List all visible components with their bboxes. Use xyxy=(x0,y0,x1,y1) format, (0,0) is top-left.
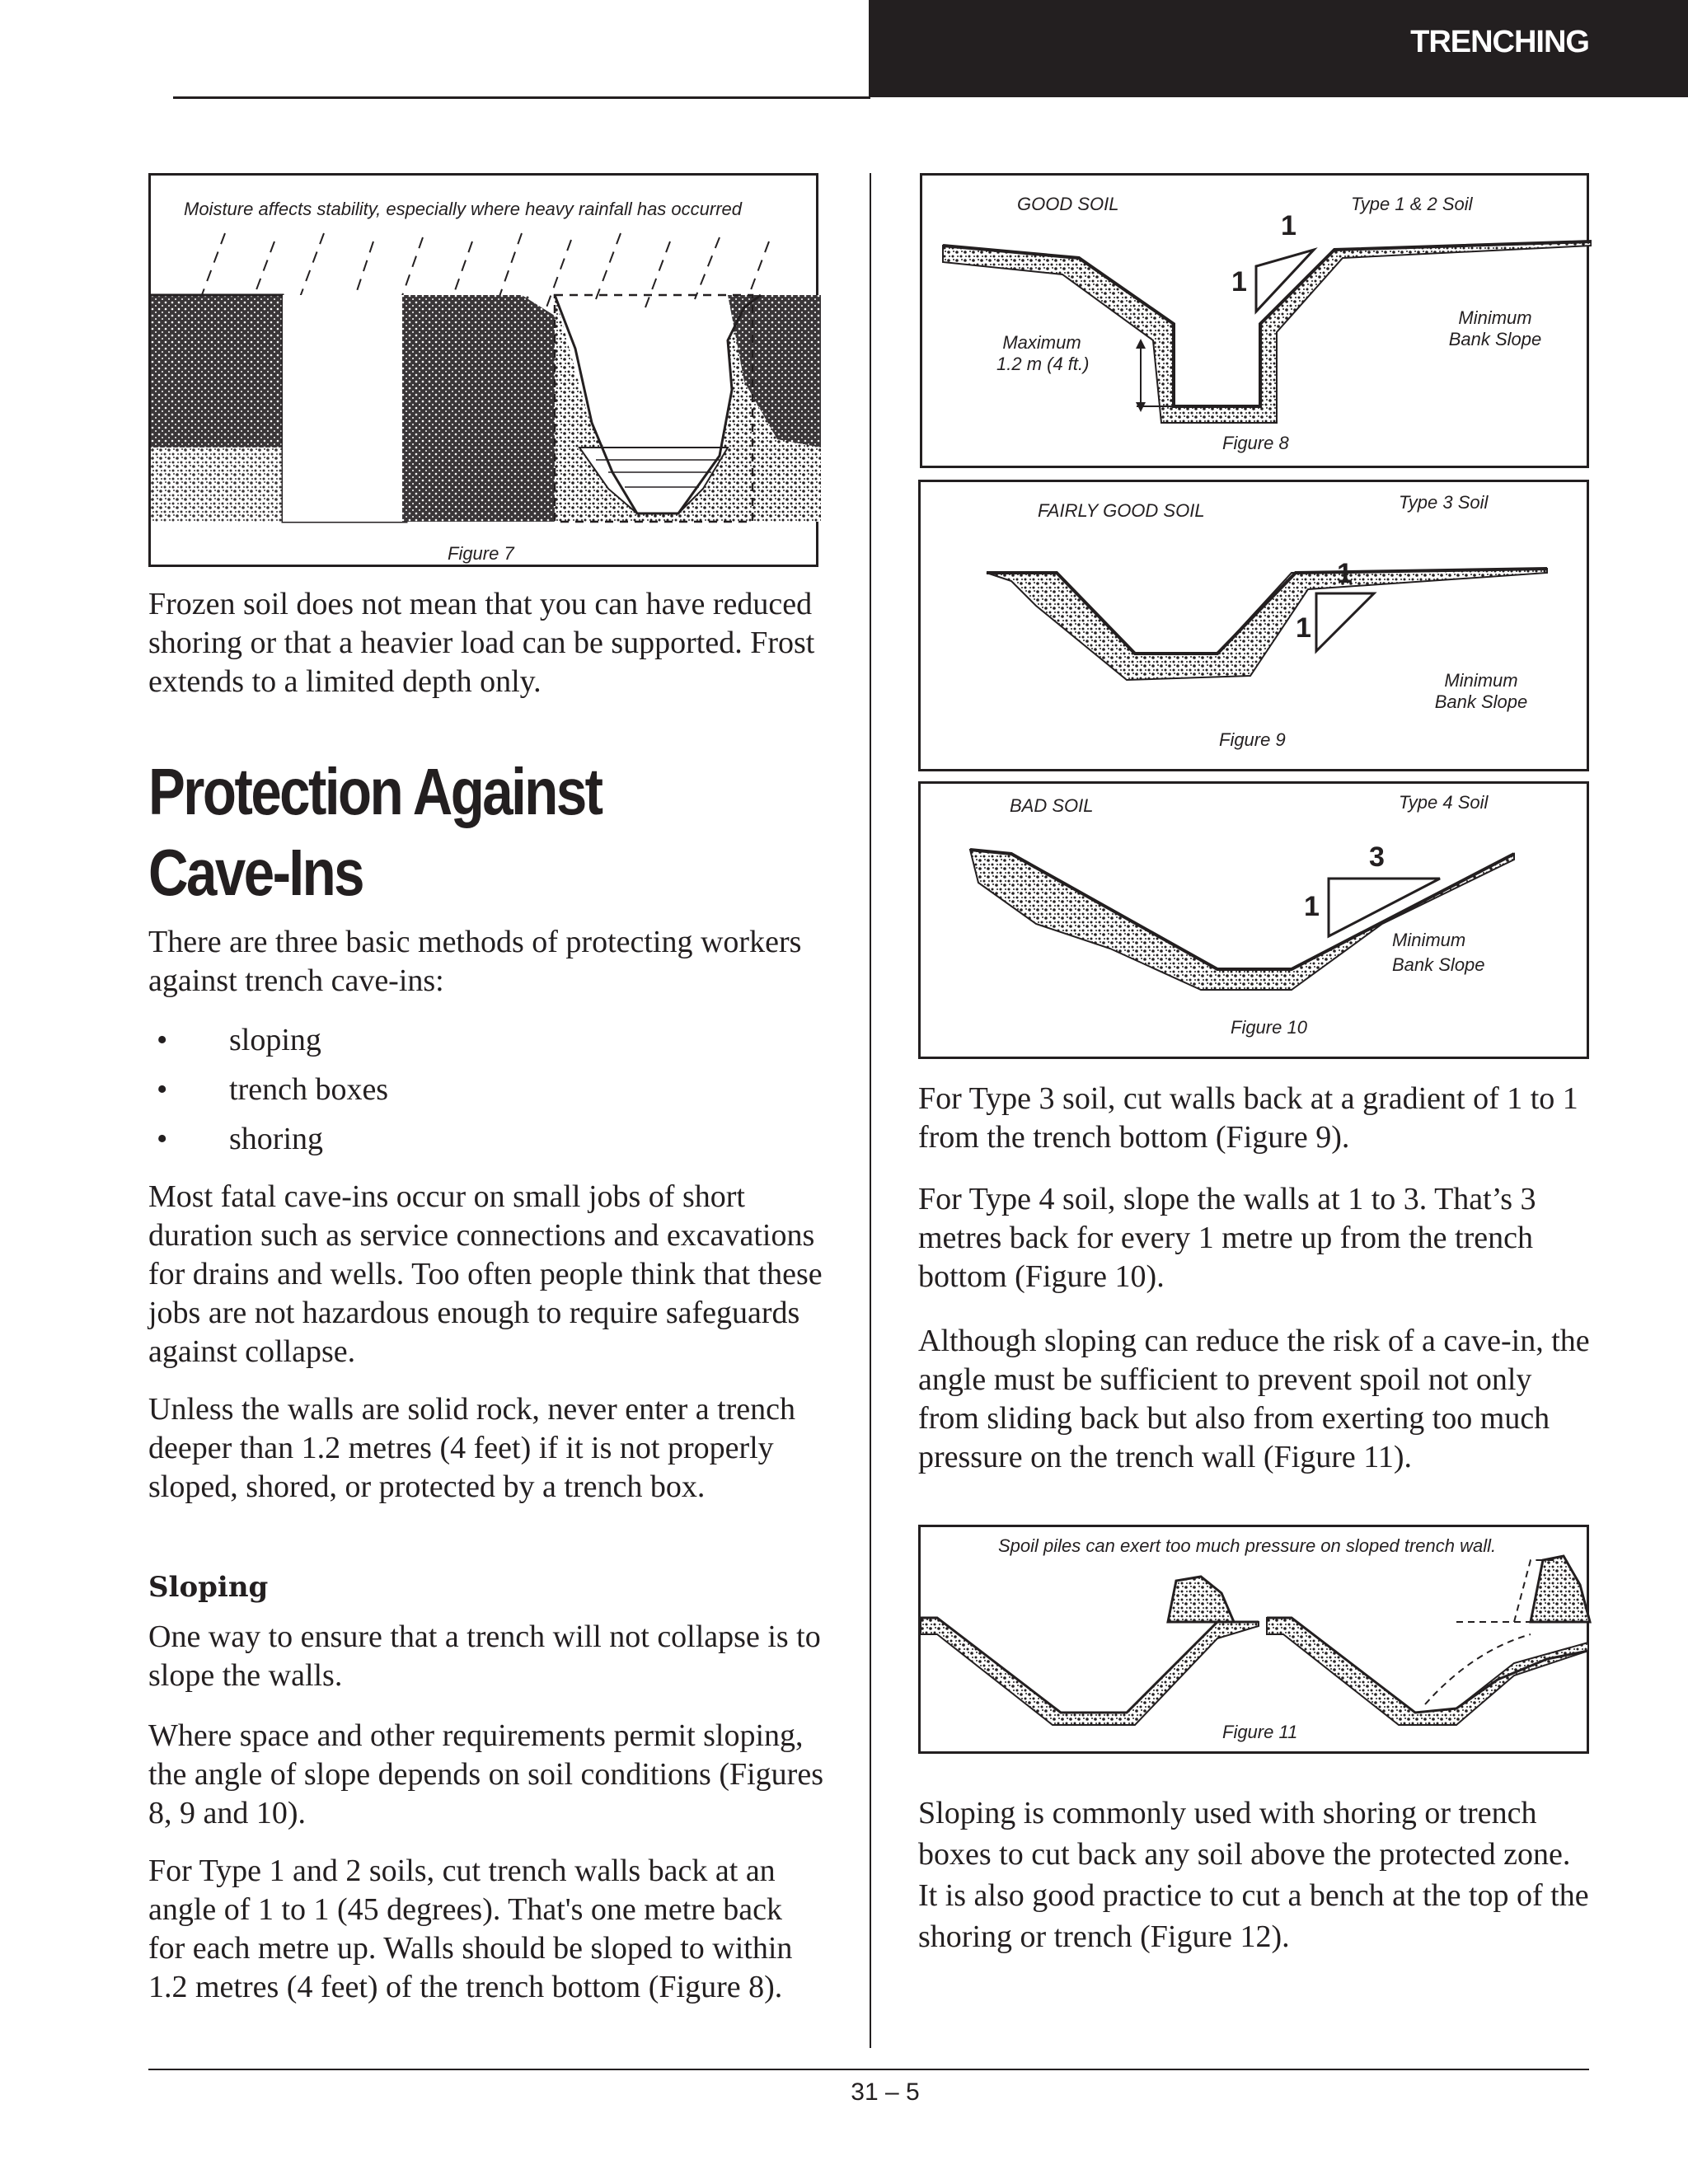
figure-8-max-depth xyxy=(996,332,1090,375)
figure-8 xyxy=(920,173,1589,468)
figure-10-min-line-1: Minimum xyxy=(1392,930,1466,950)
type-3-paragraph: For Type 3 soil, cut walls back at a gradient of 1 to 1 from the trench bottom (Figure 9). xyxy=(918,1081,1578,1155)
figure-8-ratio-top: 1 xyxy=(1281,210,1296,241)
figure-8-soil-type: Type 1 & 2 Soil xyxy=(1351,194,1473,214)
figure-7-label: Figure 7 xyxy=(448,543,514,564)
figure-9-min-slope xyxy=(1428,670,1535,713)
section-title: TRENCHING xyxy=(1410,25,1589,59)
figure-8-max-line-1: Maximum xyxy=(1002,332,1081,353)
list-item xyxy=(157,1065,816,1114)
figure-9-min-line-2: Bank Slope xyxy=(1434,691,1528,712)
section-heading-line-1: Protection Against xyxy=(148,755,602,828)
slope-walls-paragraph: One way to ensure that a trench will not collapse is to slope the walls. xyxy=(148,1619,821,1693)
bullet-symbol: • xyxy=(157,1023,168,1057)
figure-8-soil-quality: GOOD SOIL xyxy=(1017,194,1119,214)
figure-9 xyxy=(918,480,1589,771)
figure-10-label: Figure 10 xyxy=(1231,1017,1307,1038)
frozen-soil-paragraph: Frozen soil does not mean that you can have reduced shoring or that a heavier load can be supported. Frost extends to a limited depth only. xyxy=(148,587,815,699)
figure-10-min-slope xyxy=(1392,928,1485,977)
figure-8-max-line-2: 1.2 m (4 ft.) xyxy=(996,354,1090,374)
figure-11-caption: Spoil piles can exert too much pressure on sloped trench wall. xyxy=(998,1535,1497,1556)
figure-8-ratio-side: 1 xyxy=(1231,266,1247,298)
type-1-2-paragraph: For Type 1 and 2 soils, cut trench walls back at an angle of 1 to 1 (45 degrees). That's one metre back for each metre up. Walls should be sloped to within 1.2 metres (4 feet) of the trench bottom (Figure 8). xyxy=(148,1854,793,2004)
figure-11 xyxy=(918,1525,1589,1754)
list-item-label: sloping xyxy=(229,1023,321,1057)
figure-9-soil-type: Type 3 Soil xyxy=(1399,492,1489,513)
figure-7-caption: Moisture affects stability, especially where heavy rainfall has occurred xyxy=(184,199,743,219)
figure-8-label: Figure 8 xyxy=(1222,433,1289,453)
figure-8-min-line-2: Bank Slope xyxy=(1448,329,1542,349)
figure-9-min-line-1: Minimum xyxy=(1444,670,1518,691)
figure-9-soil-quality: FAIRLY GOOD SOIL xyxy=(1038,500,1205,521)
figure-10 xyxy=(918,781,1589,1059)
figure-10-ratio-side: 1 xyxy=(1304,891,1320,922)
figure-10-soil-quality: BAD SOIL xyxy=(1010,795,1094,816)
bullet-symbol: • xyxy=(157,1122,168,1156)
figure-10-soil-type: Type 4 Soil xyxy=(1399,792,1489,813)
sloping-risk-paragraph: Although sloping can reduce the risk of a cave-in, the angle must be sufficient to prevent spoil not only from sliding back but also from exerting too much pressure on the trench wall (Figure 11). xyxy=(918,1324,1590,1474)
figure-8-min-line-1: Minimum xyxy=(1458,307,1532,328)
header-rule xyxy=(173,96,870,99)
list-item-label: trench boxes xyxy=(229,1072,389,1107)
column-divider xyxy=(870,173,871,2048)
figure-10-ratio-top: 3 xyxy=(1369,841,1385,873)
type-4-paragraph: For Type 4 soil, slope the walls at 1 to 3. That’s 3 metres back for every 1 metre up from the trench bottom (Figure 10). xyxy=(918,1182,1536,1294)
figure-7-illustration xyxy=(151,176,821,569)
section-heading-line-2: Cave-Ins xyxy=(148,836,363,909)
page-number: 31 – 5 xyxy=(851,2079,920,2106)
methods-list xyxy=(157,1015,816,1164)
list-item xyxy=(157,1015,816,1065)
sloping-heading: Sloping xyxy=(148,1571,269,1604)
figure-9-ratio-top: 1 xyxy=(1337,558,1353,589)
figure-9-label: Figure 9 xyxy=(1219,729,1286,750)
solid-rock-paragraph: Unless the walls are solid rock, never enter a trench deeper than 1.2 metres (4 feet) if it is not properly sloped, shored, or protected by a trench box. xyxy=(148,1392,796,1504)
list-item xyxy=(157,1114,816,1164)
intro-paragraph: There are three basic methods of protecting workers against trench cave-ins: xyxy=(148,925,802,998)
space-requirements-paragraph: Where space and other requirements permit sloping, the angle of slope depends on soil conditions (Figures 8, 9 and 10). xyxy=(148,1718,823,1830)
figure-8-min-slope xyxy=(1442,307,1549,350)
list-item-label: shoring xyxy=(229,1122,323,1156)
figure-11-label: Figure 11 xyxy=(1222,1722,1298,1742)
figure-9-ratio-side: 1 xyxy=(1296,612,1311,644)
bullet-symbol: • xyxy=(157,1072,168,1107)
fatal-cave-ins-paragraph: Most fatal cave-ins occur on small jobs of short duration such as service connections and excavations for drains and wells. Too often people think that these jobs are not hazardous enough to require safeguards against collapse. xyxy=(148,1179,823,1369)
footer-rule xyxy=(148,2069,1589,2070)
figure-7 xyxy=(148,173,818,567)
figure-10-min-line-2: Bank Slope xyxy=(1392,954,1485,975)
shoring-combination-paragraph: Sloping is commonly used with shoring or trench boxes to cut back any soil above the protected zone. It is also good practice to cut a bench at the top of the shoring or trench (Figure 12). xyxy=(918,1796,1589,1954)
